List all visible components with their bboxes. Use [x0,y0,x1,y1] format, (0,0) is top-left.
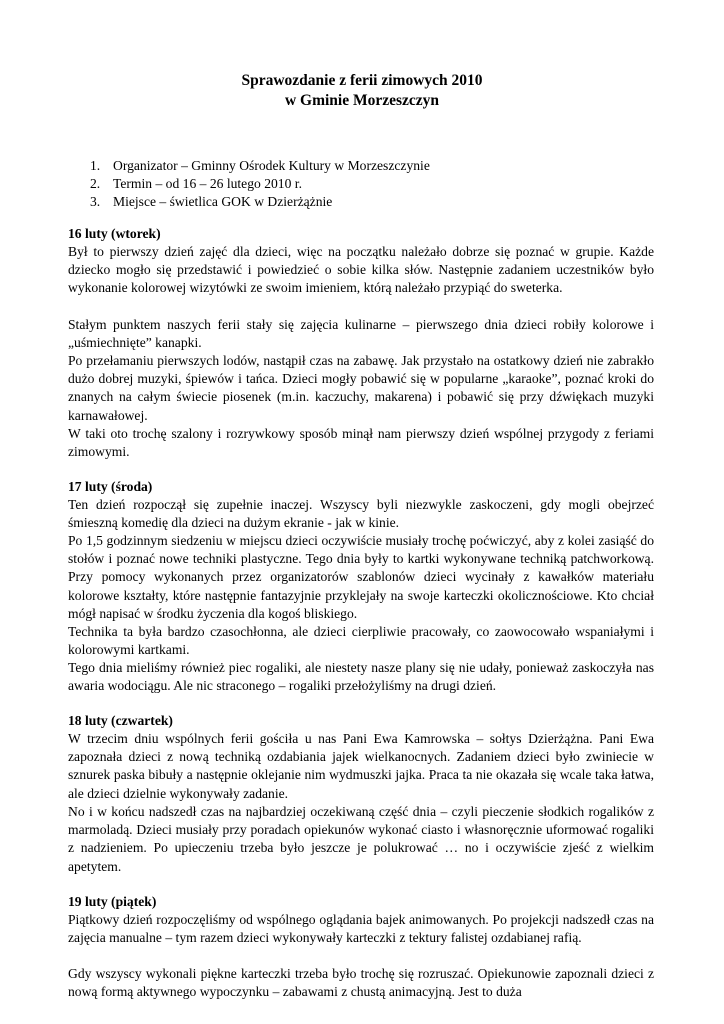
day-18-paragraph-2: No i w końcu nadszedł czas na najbardziej oczekiwaną część dnia – czyli pieczenie słodkich rogalików z marmoladą. Dzieci musiały przy poradach opiekunów wykonać ciasto i własnoręcznie uformować rogaliki z nadzieniem. Po upieczeniu trzeba było jeszcze je polukrować … no i oczywiście zjeść z wielkim apetytem. [68,804,654,874]
day-heading-17: 17 luty (środa) [68,479,153,494]
day-17-paragraph-4: Tego dnia mieliśmy również piec rogaliki, ale niestety nasze plany się nie udały, ponieważ zaskoczyła nas awaria wodociągu. Ale nic straconego – rogaliki przełożyliśmy na drugi dzień. [68,660,654,694]
list-text: Organizator – Gminny Ośrodek Kultury w Morzeszczynie [113,158,430,173]
document-title-line-1: Sprawozdanie z ferii zimowych 2010 [241,72,483,89]
day-17-paragraph-3: Technika ta była bardzo czasochłonna, ale dzieci cierpliwie pracowały, co zaowocowało wspaniałymi i kolorowymi kartkami. [68,624,654,658]
info-list-item-date [90,175,430,193]
day-16-paragraph-4: W taki oto trochę szalony i rozrywkowy sposób minął nam pierwszy dzień wspólnej przygody z feriami zimowymi. [68,426,654,460]
day-16-paragraph-1: Był to pierwszy dzień zajęć dla dzieci, więc na początku należało dobrze się poznać w grupie. Każde dziecko mogło się przedstawić i powiedzieć o sobie kilka słów. Następnie zadaniem uczestników było wykonanie kolorowej wizytówki ze swoim imieniem, którą należało przypiąć do sweterka. [68,244,654,296]
list-number: 1. [90,158,101,173]
day-19-paragraph-1: Piątkowy dzień rozpoczęliśmy od wspólnego oglądania bajek animowanych. Po projekcji nadszedł czas na zajęcia manualne – tym razem dzieci wykonywały karteczki z tektury falistej ozdabianej rafią. [68,912,654,946]
list-text: Termin – od 16 – 26 lutego 2010 r. [113,176,302,191]
day-heading-19: 19 luty (piątek) [68,894,157,909]
day-heading-16: 16 luty (wtorek) [68,226,161,241]
day-18-paragraph-1: W trzecim dniu wspólnych ferii gościła u nas Pani Ewa Kamrowska – sołtys Dzierżążna. Pani Ewa zapoznała dzieci z nową techniką ozdabiania jajek wielkanocnych. Zadaniem dzieci było zwiniecie w sznurek paska bibuły a następnie oklejanie nim wydmuszki jajka. Praca ta nie okazała się wcale taka łatwa, ale dzieci dzielnie wykonywały zadanie. [68,731,654,801]
info-list-item-place [90,193,430,211]
list-text: Miejsce – świetlica GOK w Dzierżążnie [113,194,333,209]
document-title-line-2: w Gminie Morzeszczyn [284,92,440,109]
day-19-paragraph-2: Gdy wszyscy wykonali piękne karteczki trzeba było trochę się rozruszać. Opiekunowie zapoznali dzieci z nową formą aktywnego wypoczynku – zabawami z chustą animacyjną. Jest to duża [68,966,654,1000]
day-17-paragraph-1: Ten dzień rozpoczął się zupełnie inaczej. Wszyscy byli niezwykle zaskoczeni, gdy mogli obejrzeć śmieszną komedię dla dzieci na dużym ekranie - jak w kinie. [68,497,654,531]
day-16-paragraph-2: Stałym punktem naszych ferii stały się zajęcia kulinarne – pierwszego dnia dzieci robiły kolorowe i „uśmiechnięte” kanapki. [68,317,654,351]
day-16-paragraph-3: Po przełamaniu pierwszych lodów, nastąpił czas na zabawę. Jak przystało na ostatkowy dzień nie zabrakło dużo dobrej muzyki, śpiewów i tańca. Dzieci mogły pobawić się w popularne „karaoke”, poznać kroki do znanych na całym świecie piosenek (m.in. kaczuchy, makarena) i pobawić się przy dźwiękach muzyki karnawałowej. [68,353,654,423]
list-number: 2. [90,176,101,191]
list-number: 3. [90,194,101,209]
info-list [90,157,430,211]
info-list-item-organizer [90,157,430,175]
day-17-paragraph-2: Po 1,5 godzinnym siedzeniu w miejscu dzieci oczywiście musiały trochę poćwiczyć, aby z kolei zasiąść do stołów i poznać nowe techniki plastyczne. Tego dnia były to kartki wykonywane techniką patchworkową. Przy pomocy wykonanych przez organizatorów szablonów dzieci wycinały z kawałków materiału kolorowe kształty, które następnie fantazyjnie przyklejały na swoje karteczki okolicznościowe. Kto chciał mógł napisać w środku życzenia dla kogoś bliskiego. [68,533,654,621]
day-heading-18: 18 luty (czwartek) [68,713,173,728]
